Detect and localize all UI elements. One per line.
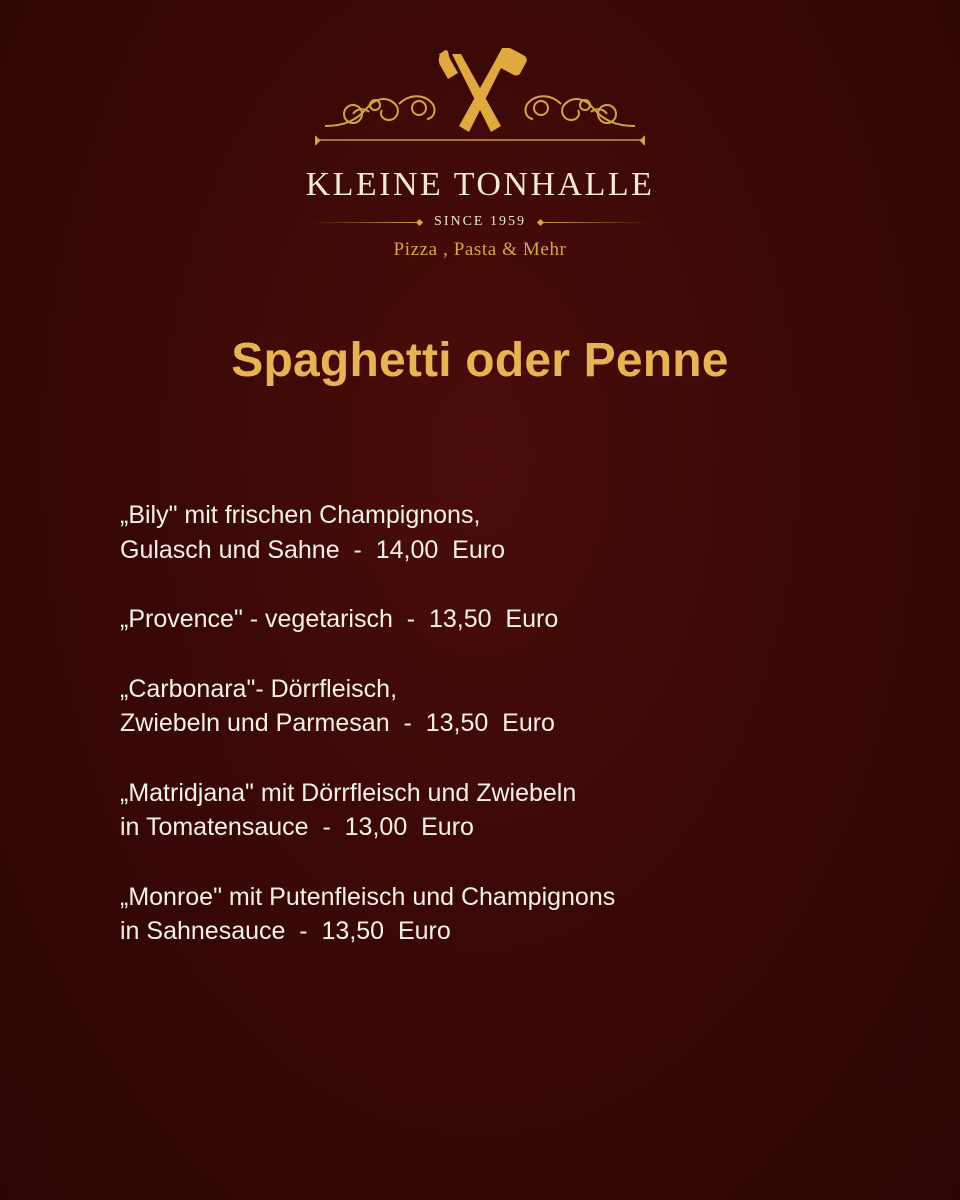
menu-item-line: Zwiebeln und Parmesan - 13,50 Euro (120, 709, 555, 737)
flourish-ornament-icon-left (325, 96, 434, 126)
flourish-ornament-icon-right (526, 96, 635, 126)
menu-item (120, 602, 900, 637)
menu-item-line: „Carbonara"- Dörrfleisch, (120, 674, 398, 703)
menu-item-line: „Bily" mit frischen Champignons, (120, 501, 481, 529)
since-rule-right (540, 222, 645, 223)
menu-item (120, 672, 900, 741)
menu-item (120, 880, 900, 949)
tagline: Pizza , Pasta & Mehr (393, 239, 567, 260)
crossed-utensils-icon (315, 48, 645, 158)
menu-item-line: in Sahnesauce - 13,50 Euro (120, 917, 451, 945)
since-rule-left (315, 222, 420, 223)
menu-item (120, 498, 900, 567)
since-row (315, 214, 645, 230)
menu-item-line: „Provence" - vegetarisch - 13,50 Euro (120, 605, 559, 633)
menu-item-line: Gulasch und Sahne - 14,00 Euro (120, 535, 505, 564)
logo-emblem (315, 48, 645, 158)
brand-name: KLEINE TONHALLE (305, 166, 655, 203)
since-text: SINCE 1959 (434, 214, 526, 229)
menu-item (120, 776, 900, 845)
menu-item-line: „Matridjana" mit Dörrfleisch und Zwiebeln (120, 778, 577, 807)
menu-list (0, 498, 960, 949)
menu-item-line: „Monroe" mit Putenfleisch und Champignons (120, 882, 616, 911)
restaurant-logo-block (0, 0, 960, 261)
page-title: Spaghetti oder Penne (231, 334, 729, 387)
menu-item-line: in Tomatensauce - 13,00 Euro (120, 813, 474, 841)
logo-baseline-rule (315, 136, 645, 146)
